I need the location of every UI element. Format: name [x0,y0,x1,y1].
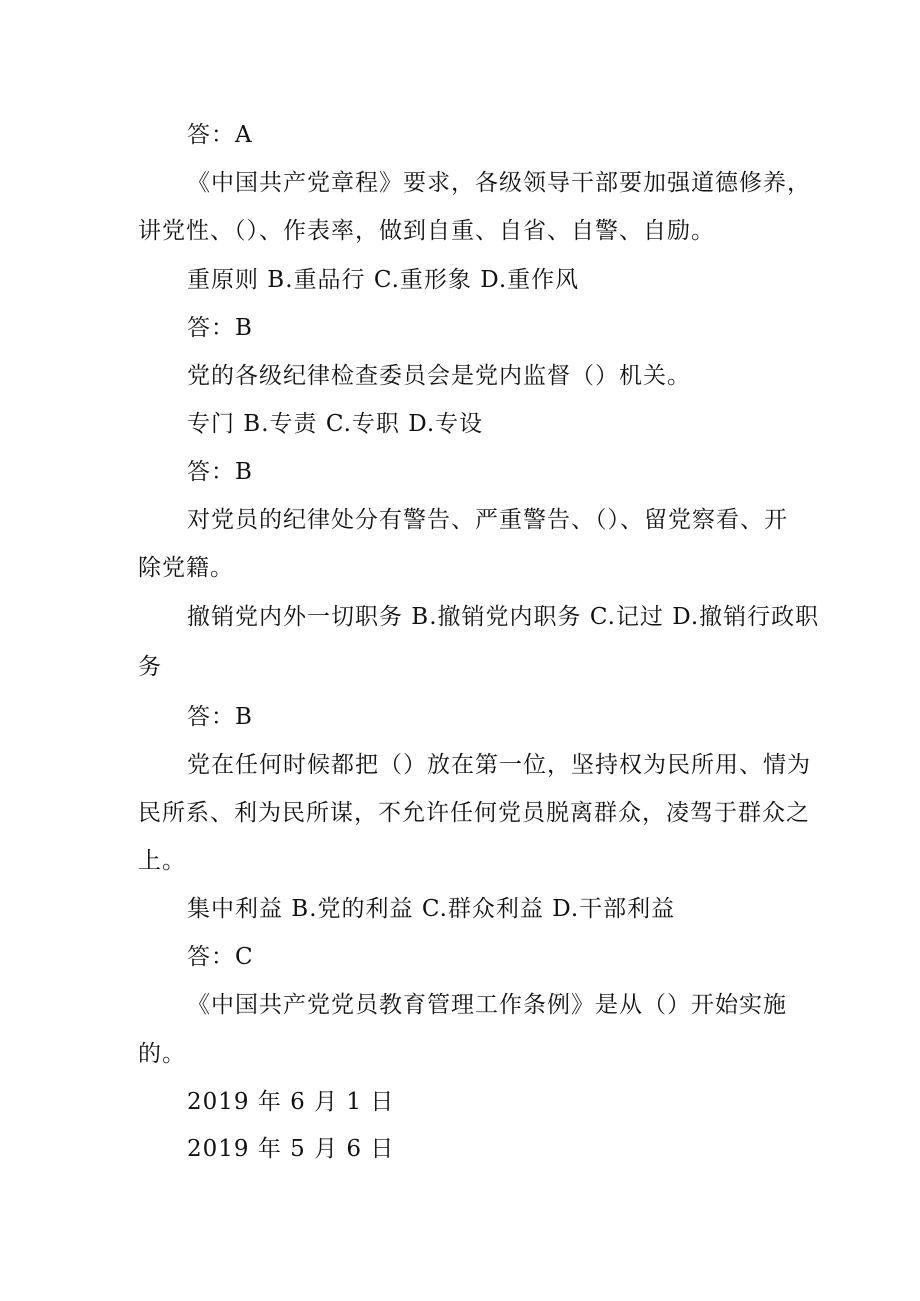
answer-line: 答：B [187,704,253,730]
question-line: 《中国共产党党员教育管理工作条例》是从（）开始实施 [187,992,787,1018]
question-line: 上。 [138,848,186,874]
answer-line: 答：A [187,122,253,148]
question-line: 除党籍。 [138,555,234,581]
options-line: 集中利益 B.党的利益 C.群众利益 D.干部利益 [187,896,676,922]
answer-line: 答：B [187,315,253,341]
question-line: 党的各级纪律检查委员会是党内监督（）机关。 [187,363,691,389]
options-line: 专门 B.专责 C.专职 D.专设 [187,411,484,437]
question-line: 的。 [138,1041,186,1067]
question-line: 对党员的纪律处分有警告、严重警告、（）、留党察看、开 [187,507,788,533]
options-line: 重原则 B.重品行 C.重形象 D.重作风 [187,267,580,293]
option-line: 2019 年 6 月 1 日 [187,1089,395,1115]
options-line: 撤销党内外一切职务 B.撤销党内职务 C.记过 D.撤销行政职 [187,604,820,630]
question-line: 《中国共产党章程》要求，各级领导干部要加强道德修养， [187,170,811,196]
question-line: 民所系、利为民所谋，不允许任何党员脱离群众，凌驾于群众之 [138,800,810,826]
answer-line: 答：C [187,944,254,970]
question-line: 讲党性、（）、作表率，做到自重、自省、自警、自励。 [138,218,715,244]
answer-line: 答：B [187,459,253,485]
question-line: 党在任何时候都把（）放在第一位，坚持权为民所用、情为 [187,752,811,778]
options-line: 务 [138,654,162,680]
option-line: 2019 年 5 月 6 日 [187,1136,395,1162]
